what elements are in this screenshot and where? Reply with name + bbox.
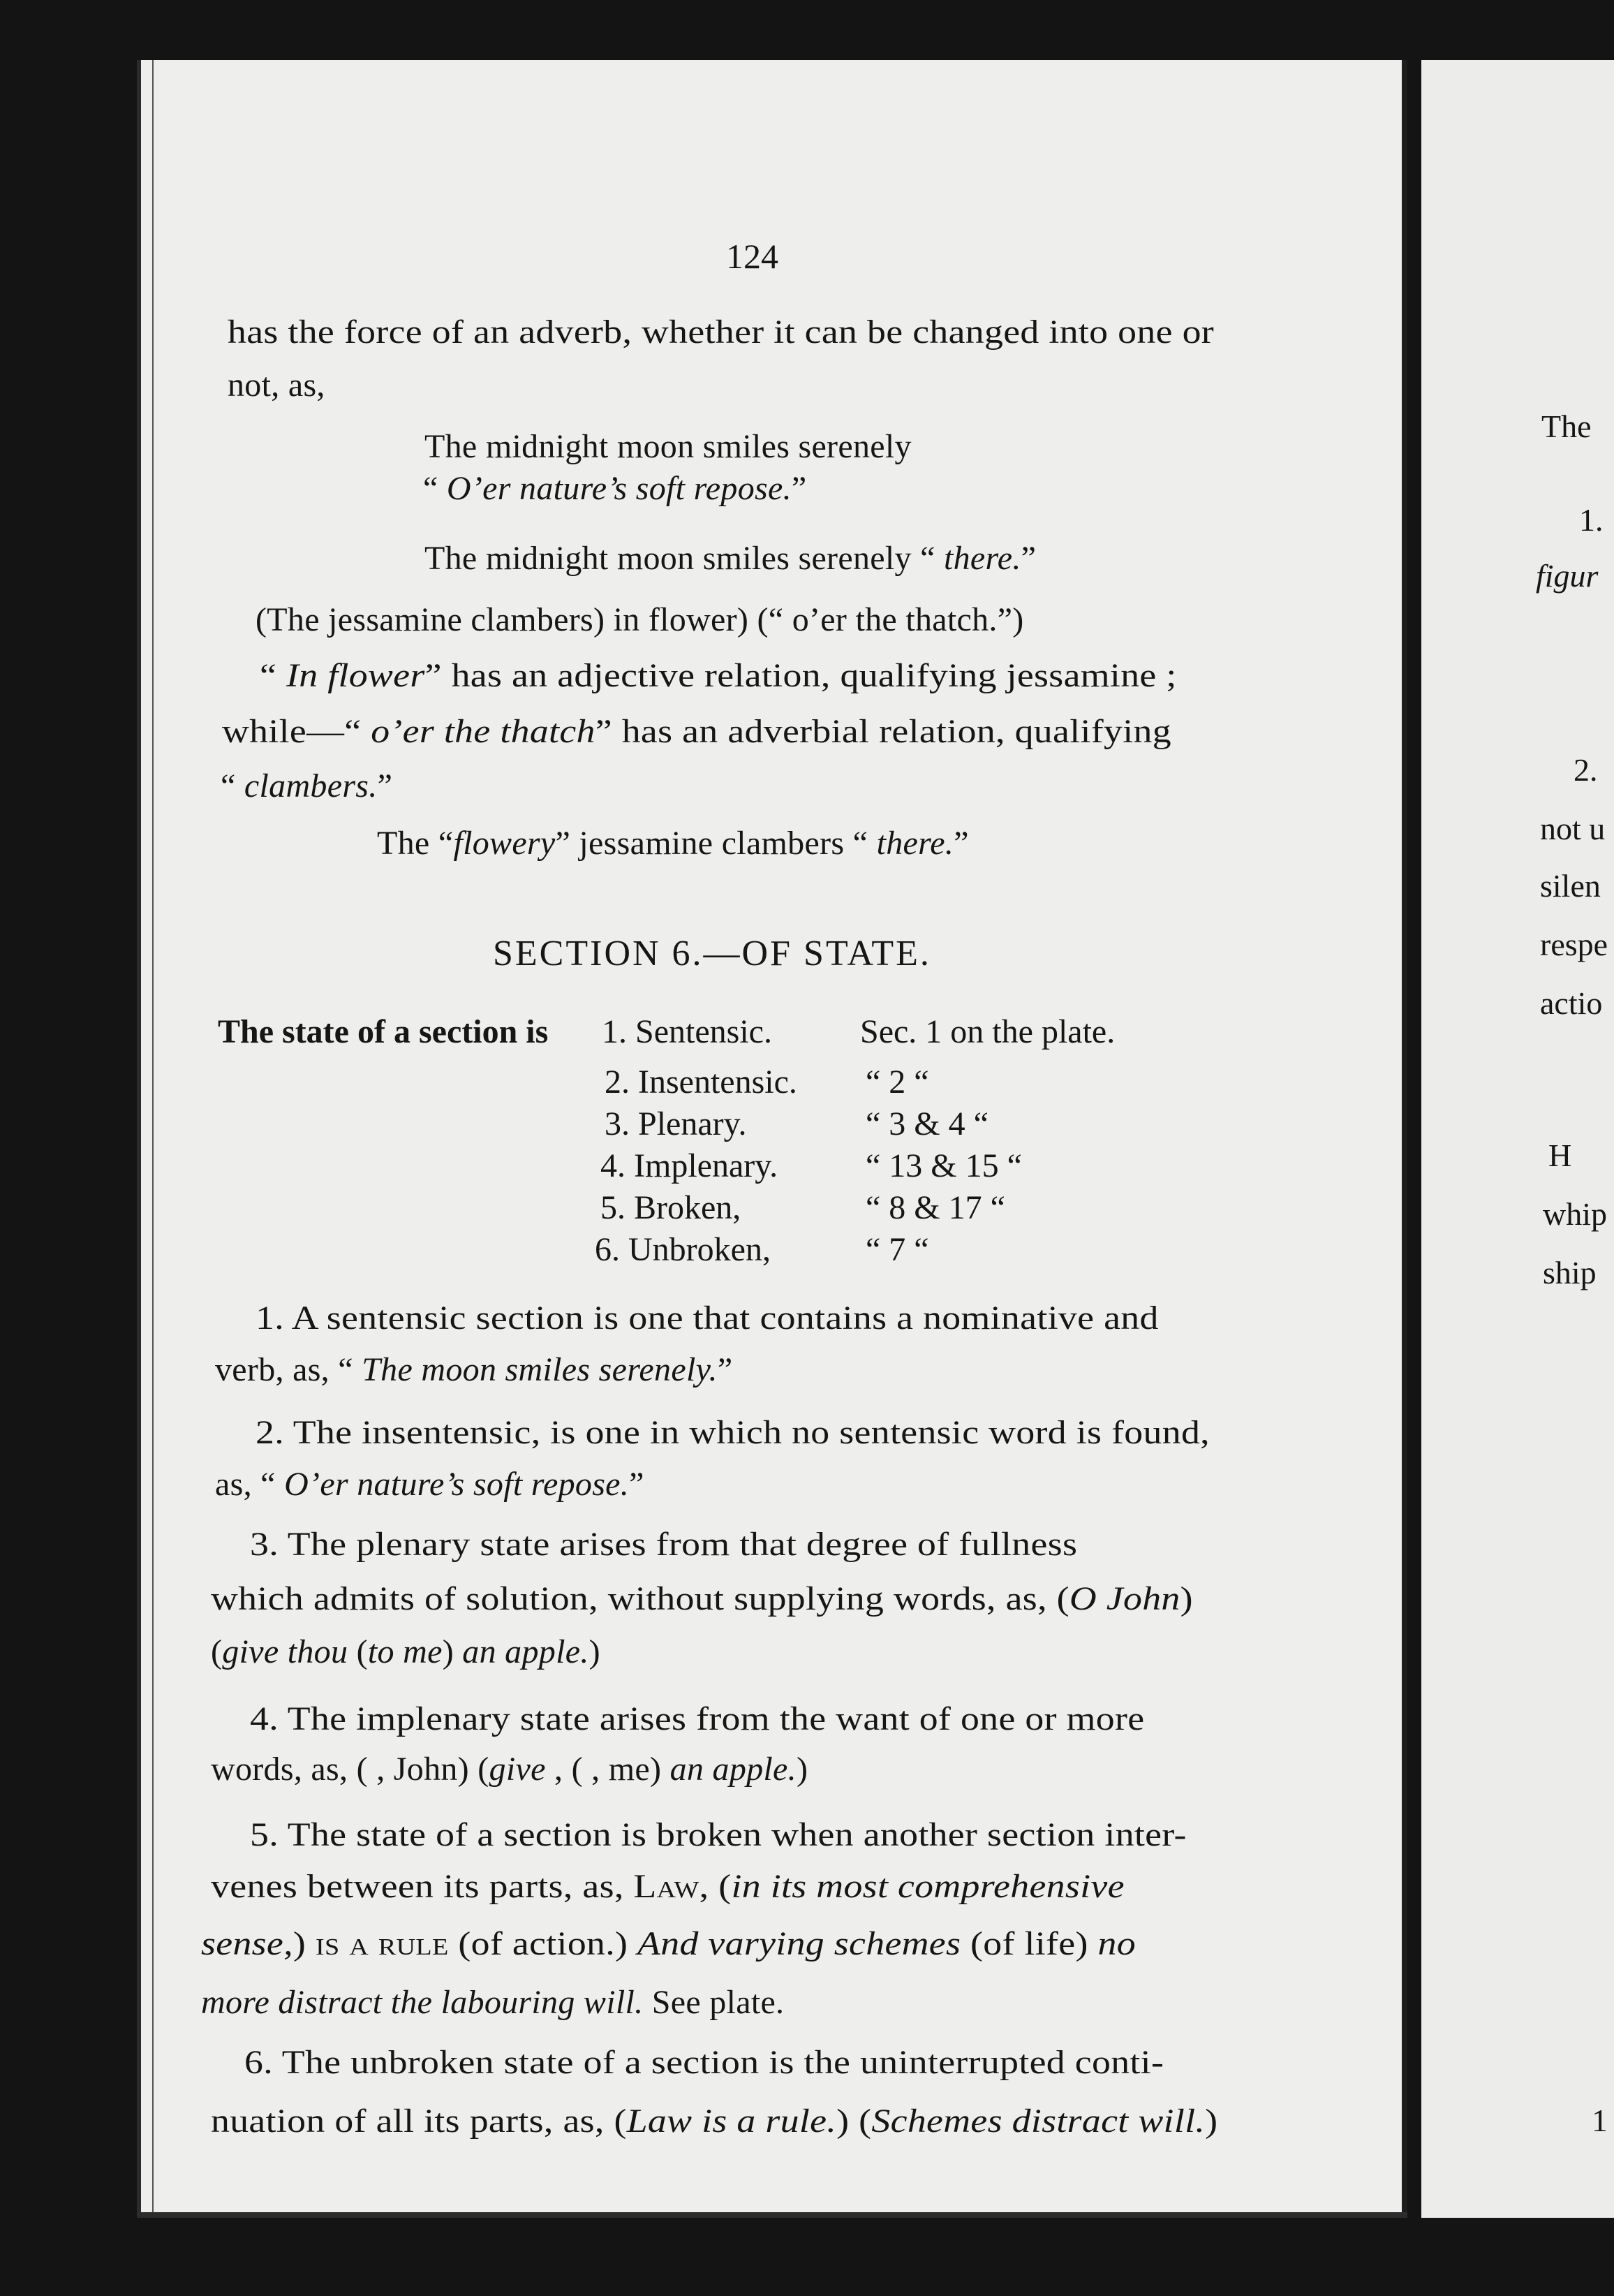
text-run: ) — [1205, 2103, 1218, 2140]
facing-page-fragment: ship — [1543, 1255, 1597, 1290]
italic-run: clambers. — [244, 767, 378, 804]
text-run: 2. The insentensic, is one in which no sentensic word is found, — [256, 1414, 1210, 1451]
text-line — [423, 469, 807, 508]
facing-page — [1421, 60, 1614, 2218]
text-run: (of life) — [961, 1925, 1098, 1962]
text-run: ” — [791, 470, 807, 507]
text-line — [222, 712, 1171, 751]
text-run: 6. The unbroken state of a section is the uninterrupted conti- — [244, 2044, 1164, 2081]
state-name: 2. Insentensic. — [605, 1064, 797, 1101]
text-line — [211, 1750, 808, 1788]
text-line — [211, 1867, 1125, 1906]
facing-page-fragment: figur — [1536, 558, 1599, 594]
state-plate-ref: “ 7 “ — [866, 1231, 929, 1268]
text-line — [211, 2102, 1217, 2140]
text-run: has the force of an adverb, whether it can be changed into one or — [228, 314, 1215, 351]
page-border-inner — [152, 60, 154, 2218]
text-run: (The jessamine clambers) in flower) (“ o’er the thatch.”) — [256, 601, 1024, 638]
small-caps-run: Law, — [633, 1868, 709, 1905]
text-run: nuation of all its parts, as, ( — [211, 2103, 627, 2140]
text-run: ) — [588, 1633, 600, 1670]
facing-page-fragment: The — [1541, 409, 1592, 444]
text-line — [377, 824, 969, 862]
state-name: 5. Broken, — [600, 1189, 741, 1226]
italic-run: O’er nature’s soft repose. — [284, 1466, 630, 1503]
facing-page-fragment: respe — [1540, 927, 1608, 962]
italic-run: give thou — [222, 1633, 348, 1670]
text-run: ( — [348, 1633, 368, 1670]
italic-run: Law is a rule. — [626, 2103, 837, 2140]
italic-run: Schemes distract will. — [871, 2103, 1206, 2140]
state-name: 6. Unbroken, — [595, 1231, 771, 1268]
page-number: 124 — [726, 237, 778, 276]
state-plate-ref: “ 8 & 17 “ — [866, 1189, 1005, 1226]
state-plate-ref: Sec. 1 on the plate. — [860, 1013, 1116, 1050]
text-line — [221, 767, 392, 805]
facing-page-fragment: silen — [1540, 868, 1601, 904]
text-run: ) — [442, 1633, 463, 1670]
text-run: , ( , me) — [545, 1751, 670, 1788]
italic-run: give — [489, 1751, 546, 1788]
state-name: 4. Implenary. — [600, 1147, 778, 1184]
facing-page-fragment: 2. — [1574, 752, 1598, 788]
text-line — [250, 1816, 1187, 1854]
text-run: ) — [293, 1925, 316, 1962]
page-border-left — [137, 60, 141, 2218]
text-line — [250, 1525, 1077, 1563]
page-border-bottom — [137, 2212, 1407, 2218]
text-line — [211, 1633, 600, 1671]
facing-page-fragment: whip — [1543, 1196, 1607, 1232]
text-line — [244, 2043, 1164, 2082]
text-run: which admits of solution, without supplying words, as, ( — [211, 1580, 1069, 1617]
text-line — [424, 539, 1036, 577]
text-run: “ — [423, 470, 447, 507]
facing-page-fragment: 1. — [1579, 502, 1604, 538]
text-line — [211, 1580, 1193, 1618]
text-run: The “ — [377, 825, 454, 862]
text-run: ) ( — [836, 2103, 872, 2140]
text-run: while—“ — [222, 713, 371, 750]
text-run: “ — [260, 657, 286, 694]
state-name: 3. Plenary. — [605, 1105, 747, 1142]
italic-run: to me — [367, 1633, 443, 1670]
text-run: ) — [796, 1751, 808, 1788]
text-run: ” jessamine clambers “ — [555, 825, 877, 862]
text-run: ” — [1021, 540, 1037, 577]
text-run: 4. The implenary state arises from the want of one or more — [250, 1700, 1145, 1737]
text-run: “ — [221, 767, 244, 804]
italic-run: o’er the thatch — [371, 713, 595, 750]
text-line — [256, 601, 1024, 639]
text-run: The midnight moon smiles serenely — [424, 428, 912, 465]
text-run: 1. A sentensic section is one that contains a nominative and — [256, 1300, 1159, 1337]
page-border-right — [1402, 60, 1407, 2218]
italic-run: an apple. — [669, 1751, 797, 1788]
text-line — [228, 313, 1214, 351]
text-run: as, “ — [215, 1466, 285, 1503]
text-run: (of action.) — [448, 1925, 638, 1962]
text-line — [228, 366, 325, 404]
text-run: verb, as, “ — [215, 1351, 362, 1388]
facing-page-fragment: 1 — [1592, 2103, 1608, 2138]
small-caps-run: is a rule — [315, 1925, 449, 1962]
text-run: See plate. — [643, 1984, 785, 2021]
italic-run: an apple. — [462, 1633, 589, 1670]
facing-page-fragment: H — [1548, 1138, 1572, 1173]
italic-run: And varying schemes — [637, 1925, 961, 1962]
text-line — [201, 1983, 784, 2022]
text-run: 5. The state of a section is broken when another section inter- — [250, 1816, 1187, 1853]
text-line — [215, 1351, 732, 1389]
facing-page-fragment: actio — [1540, 985, 1603, 1021]
text-line — [256, 1299, 1159, 1337]
text-line — [215, 1465, 644, 1503]
text-line — [250, 1700, 1144, 1738]
italic-run: there. — [944, 540, 1021, 577]
italic-run: O John — [1069, 1580, 1180, 1617]
text-run: ( — [709, 1868, 732, 1905]
text-run: ” has an adjective relation, qualifying jessamine ; — [424, 657, 1177, 694]
text-run: ( — [211, 1633, 223, 1670]
italic-run: flowery — [453, 825, 556, 862]
text-run: ” has an adverbial relation, qualifying — [595, 713, 1171, 750]
italic-run: more distract the labouring will. — [201, 1984, 644, 2021]
text-run: The midnight moon smiles serenely “ — [424, 540, 944, 577]
italic-run: in its most comprehensive — [731, 1868, 1125, 1905]
facing-page-fragment: not u — [1540, 811, 1606, 846]
text-run: ” — [717, 1351, 733, 1388]
text-run: ) — [1180, 1580, 1193, 1617]
text-line — [424, 427, 912, 466]
text-line — [260, 656, 1177, 695]
text-run: 3. The plenary state arises from that degree of fullness — [250, 1526, 1078, 1563]
state-intro: The state of a section is — [218, 1013, 549, 1050]
text-run: venes between its parts, as, — [211, 1868, 634, 1905]
state-plate-ref: “ 13 & 15 “ — [866, 1147, 1022, 1184]
italic-run: The moon smiles serenely. — [362, 1351, 718, 1388]
text-run: ” — [954, 825, 969, 862]
italic-run: O’er nature’s soft repose. — [446, 470, 792, 507]
italic-run: no — [1097, 1925, 1136, 1962]
state-plate-ref: “ 3 & 4 “ — [866, 1105, 989, 1142]
text-line — [256, 1413, 1210, 1452]
text-run: ” — [629, 1466, 644, 1503]
italic-run: sense, — [201, 1925, 293, 1962]
italic-run: there. — [876, 825, 954, 862]
text-run: not, as, — [228, 367, 325, 404]
italic-run: In flower — [286, 657, 425, 694]
text-line — [201, 1925, 1136, 1963]
state-name: 1. Sentensic. — [602, 1013, 772, 1050]
state-plate-ref: “ 2 “ — [866, 1064, 929, 1101]
text-run: ” — [377, 767, 393, 804]
section-heading: SECTION 6.—OF STATE. — [493, 934, 931, 973]
text-run: words, as, ( , John) ( — [211, 1751, 489, 1788]
